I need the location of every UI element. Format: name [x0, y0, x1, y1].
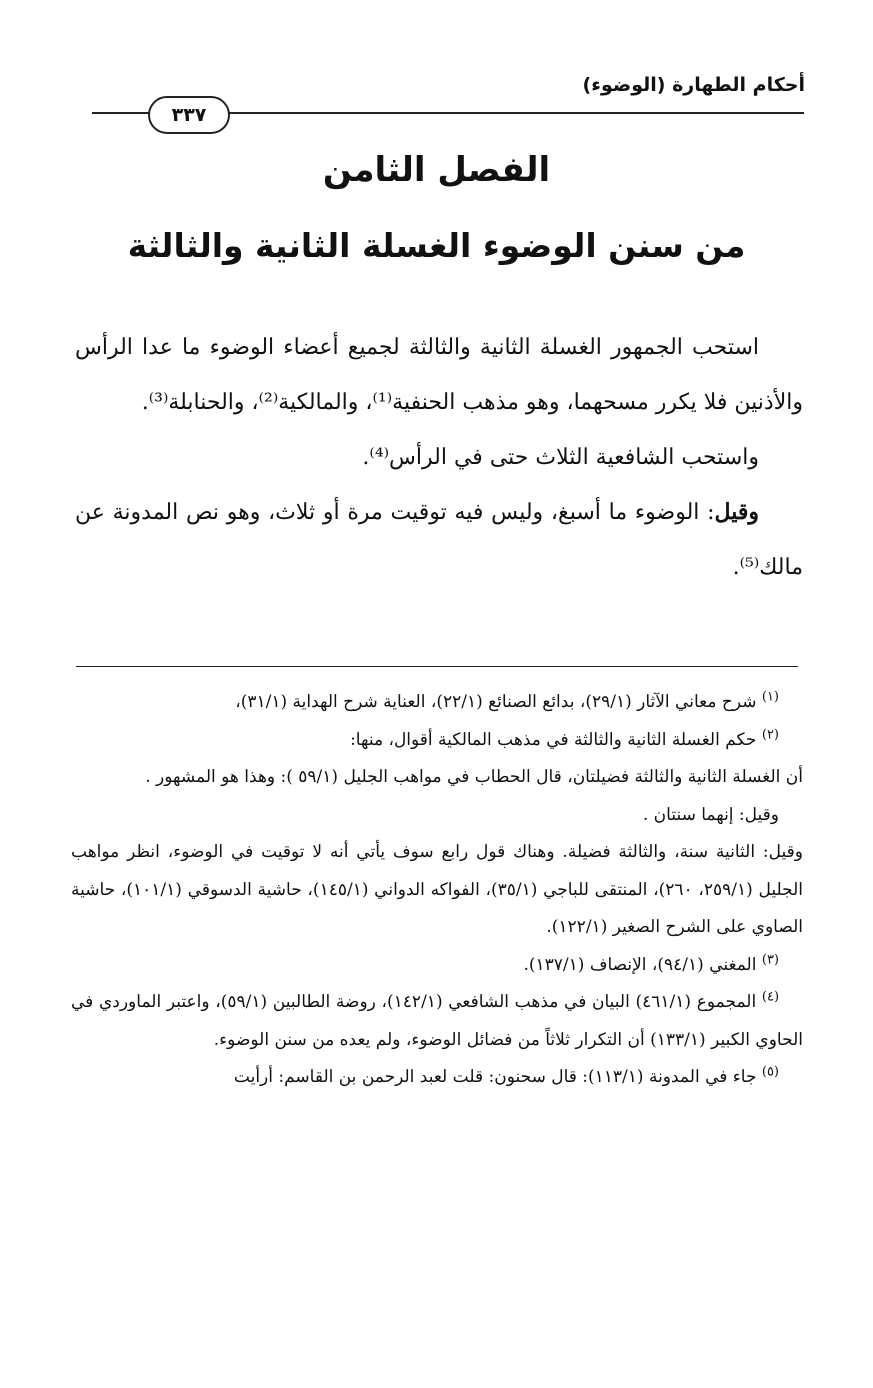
- body-paragraph-1: استحب الجمهور الغسلة الثانية والثالثة لجميع أعضاء الوضوء ما عدا الرأس والأذنين فلا يكرر مسحهما، وهو مذهب الحنفية⁽¹⁾، والمالكية⁽²⁾، والحنابلة⁽³⁾.: [75, 335, 803, 415]
- footnote-3: [71, 947, 803, 985]
- footnote-marker: (٢): [761, 726, 779, 742]
- paragraph-text: : الوضوء ما أسبغ، وليس فيه توقيت مرة أو ثلاث، وهو نص المدونة عن مالك⁽⁵⁾.: [75, 500, 803, 580]
- chapter-subtitle: من سنن الوضوء الغسلة الثانية والثالثة: [127, 226, 746, 265]
- footnote-text: المغني (٩٤/١)، الإنصاف (١٣٧/١).: [523, 954, 757, 975]
- footnote-separator: [76, 666, 798, 667]
- footnote-2-line-c: وقيل: الثانية سنة، والثالثة فضيلة. وهناك قول رابع سوف يأتي أنه لا توقيت في الوضوء، انظر مواهب الجليل (٢٥٩/١، ٢٦٠)، المنتقى للباجي (٣٥/١)، الفواكه الدواني (١٤٥/١)، حاشية الدسوقي (١٠١/١)، حاشية الصاوي على الشرح الصغير (١٢٢/١).: [71, 842, 804, 937]
- main-text: [75, 320, 803, 595]
- footnote-marker: (٥): [761, 1064, 779, 1080]
- body-paragraph-2: واستحب الشافعية الثلاث حتى في الرأس⁽⁴⁾.: [362, 445, 759, 470]
- page-number: ٣٣٧: [148, 96, 230, 134]
- body-paragraph-3: [75, 485, 803, 595]
- footnote-2-line-b: وقيل: إنهما سنتان .: [642, 804, 779, 825]
- footnote-text: المجموع (٤٦١/١) البيان في مذهب الشافعي (١٤٢/١)، روضة الطالبين (٥٩/١)، واعتبر الماوردي في الحاوي الكبير (١٣٣/١) أن التكرار ثلاثاً من فضائل الوضوء، ولم يعده من سنن الوضوء.: [71, 992, 803, 1050]
- footnote-5: [71, 1059, 803, 1097]
- chapter-title: الفصل الثامن: [322, 150, 551, 190]
- paragraph-lead-word: وقيل: [714, 499, 759, 525]
- footnote-2: [71, 722, 803, 760]
- footnote-text: حكم الغسلة الثانية والثالثة في مذهب المالكية أقوال، منها:: [350, 729, 757, 750]
- footnote-2-line-a: أن الغسلة الثانية والثالثة فضيلتان، قال الحطاب في مواهب الجليل (٥٩/١ ): وهذا هو المشهور .: [145, 767, 803, 787]
- footnote-4: [71, 984, 803, 1059]
- footnote-marker: (٣): [761, 951, 779, 967]
- footnote-marker: (١): [761, 689, 779, 705]
- footnote-1: [71, 684, 803, 722]
- running-header-title: أحكام الطهارة (الوضوء): [582, 74, 805, 96]
- footnote-text: شرح معاني الآثار (٢٩/١)، بدائع الصنائع (٢٢/١)، العناية شرح الهداية (٣١/١)،: [235, 692, 757, 712]
- footnotes: [71, 684, 803, 1097]
- footnote-text: جاء في المدونة (١١٣/١): قال سحنون: قلت لعبد الرحمن بن القاسم: أرأيت: [233, 1067, 757, 1087]
- footnote-marker: (٤): [761, 989, 780, 1005]
